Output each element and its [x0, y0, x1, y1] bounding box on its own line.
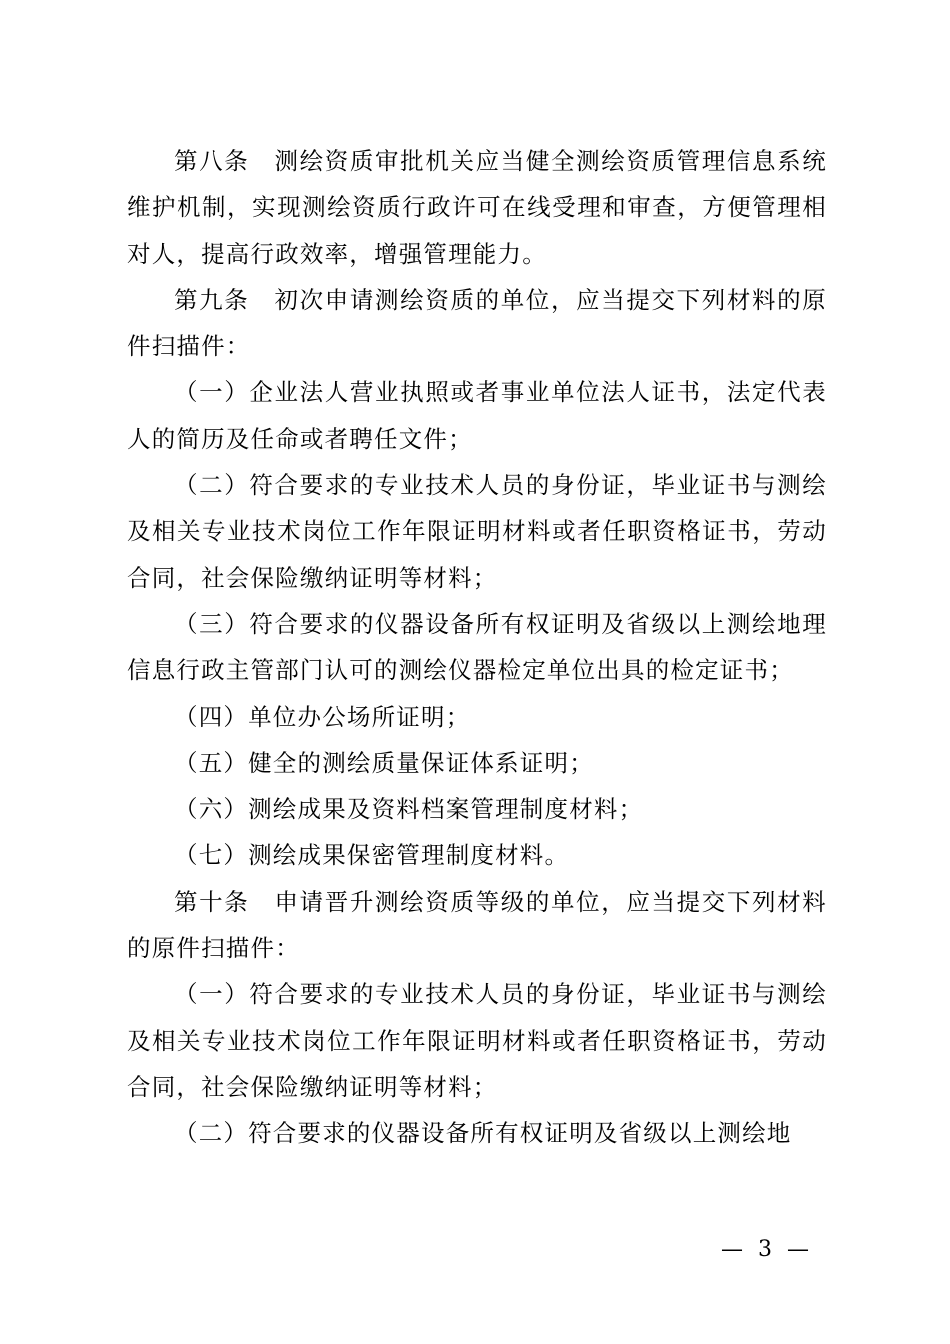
article-9-item-7: （七）测绘成果保密管理制度材料。: [174, 841, 570, 870]
article-9-paragraph: 第九条 初次申请测绘资质的单位，应当提交下列材料的原件扫描件：: [127, 285, 827, 361]
article-9-item-2: （二）符合要求的专业技术人员的身份证，毕业证书与测绘及相关专业技术岗位工作年限证明材料或者任职资格证书，劳动合同，社会保险缴纳证明等材料；: [127, 471, 827, 592]
article-9-item-5: （五）健全的测绘质量保证体系证明；: [174, 748, 594, 777]
article-10-item-2: （二）符合要求的仪器设备所有权证明及省级以上测绘地: [174, 1119, 792, 1148]
article-8-paragraph: 第八条 测绘资质审批机关应当健全测绘资质管理信息系统维护机制，实现测绘资质行政许可在线受理和审查，方便管理相对人，提高行政效率，增强管理能力。: [127, 147, 827, 268]
document-body: [127, 138, 827, 1157]
article-9-item-6: （六）测绘成果及资料档案管理制度材料；: [174, 795, 644, 824]
article-9-item-1: （一）企业法人营业执照或者事业单位法人证书，法定代表人的简历及任命或者聘任文件；: [127, 378, 827, 453]
article-9-item-3: （三）符合要求的仪器设备所有权证明及省级以上测绘地理信息行政主管部门认可的测绘仪器检定单位出具的检定证书；: [127, 609, 827, 685]
article-9-item-4: （四）单位办公场所证明；: [174, 702, 471, 731]
article-10-paragraph: 第十条 申请晋升测绘资质等级的单位，应当提交下列材料的原件扫描件：: [127, 887, 827, 963]
article-10-item-1: （一）符合要求的专业技术人员的身份证，毕业证书与测绘及相关专业技术岗位工作年限证明材料或者任职资格证书，劳动合同，社会保险缴纳证明等材料；: [127, 980, 827, 1101]
page-number: — 3 —: [721, 1237, 813, 1262]
